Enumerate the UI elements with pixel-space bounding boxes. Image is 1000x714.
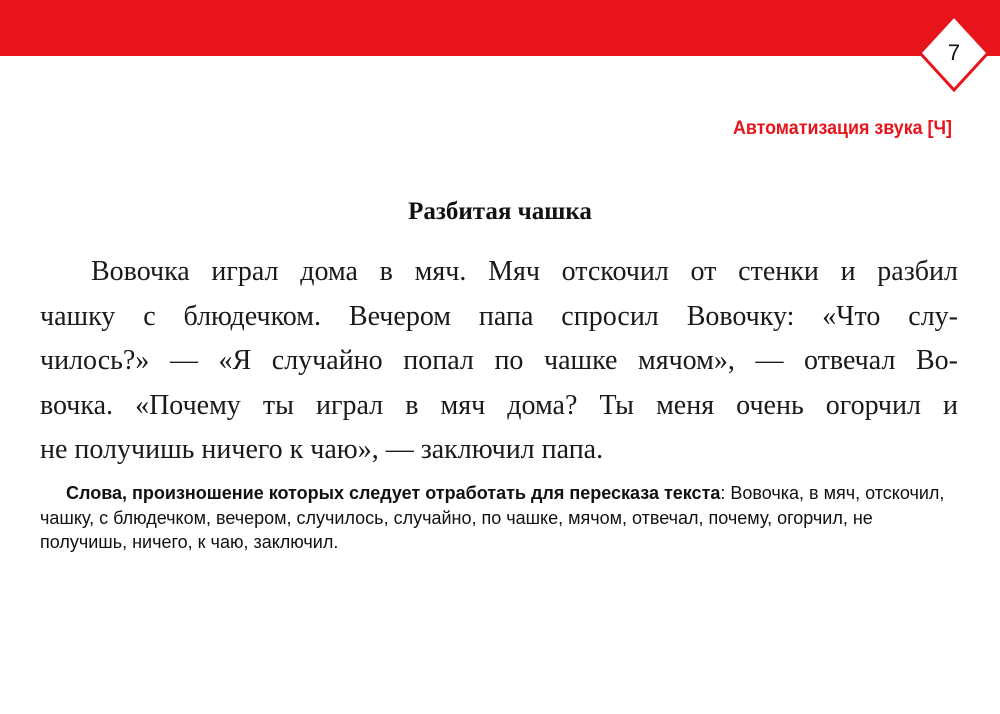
story-line: Вовочка играл дома в мяч. Мяч отскочил от стенки и разбил (91, 256, 958, 287)
header-bar (0, 0, 1000, 56)
story-line: не получишь ничего к чаю», — заключил папа. (40, 434, 604, 465)
story-title: Разбитая чашка (408, 198, 592, 225)
story-text (40, 250, 958, 473)
practice-words-lead: Слова, произношение которых следует отработать для пересказа текста (66, 483, 721, 503)
story-line: вочка. «Почему ты играл в мяч дома? Ты меня очень огорчил и (40, 389, 958, 421)
practice-words-list: : Вовочка, в мяч, отскочил, чашку, с блюдечком, вечером, случилось, случайно, по чашке, мячом, отвечал, почему, огорчил, не получишь, ничего, к чаю, заключил. (40, 483, 945, 552)
page-number: 7 (947, 40, 961, 65)
practice-words-paragraph (40, 481, 958, 555)
page-number-badge (918, 14, 990, 92)
story-line: чашку с блюдечком. Вечером папа спросил Вовочку: «Что слу- (40, 300, 958, 332)
story-line: чилось?» — «Я случайно попал по чашке мячом», — отвечал Во- (40, 345, 958, 376)
section-label: Автоматизация звука [Ч] (732, 118, 952, 139)
